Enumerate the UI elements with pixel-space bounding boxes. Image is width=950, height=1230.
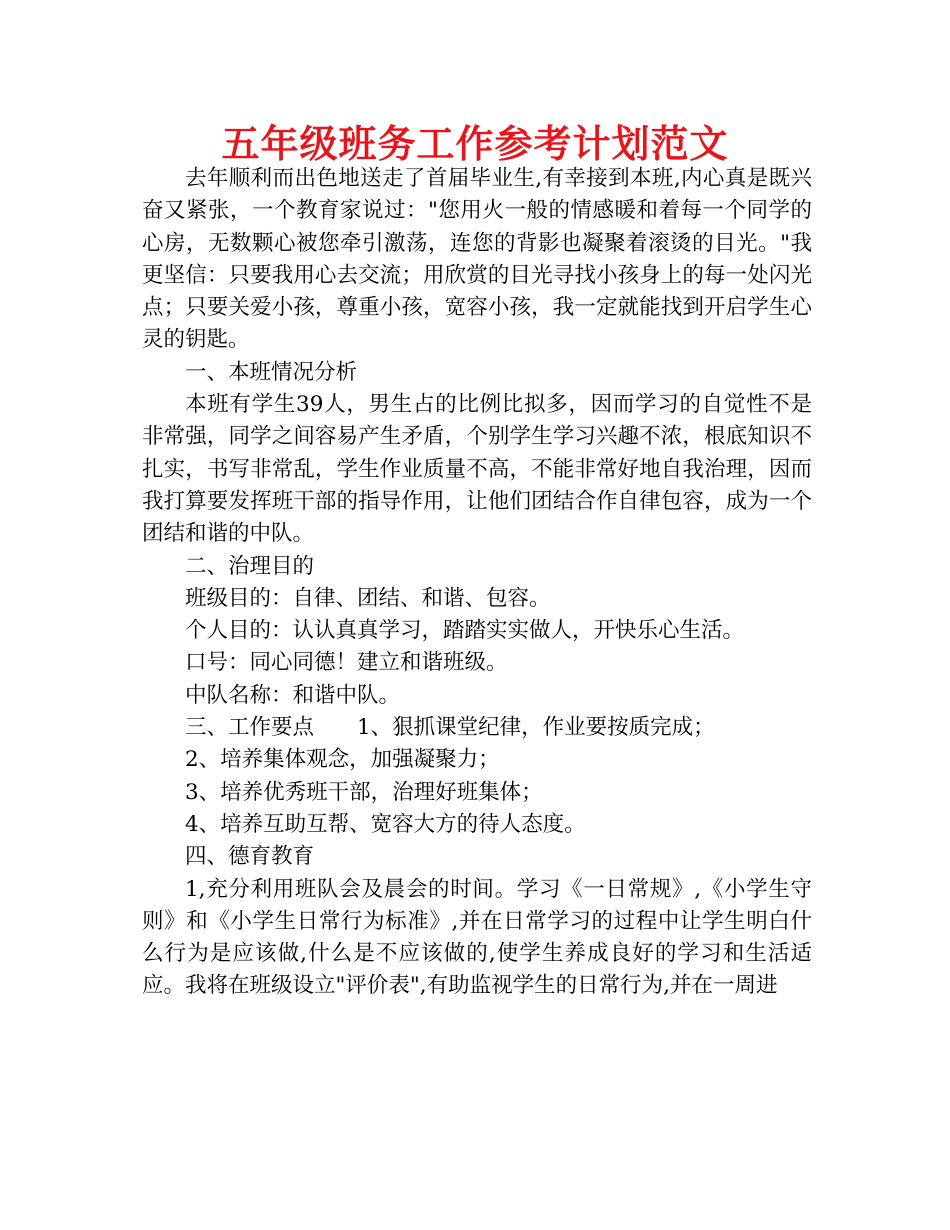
heading-moral-education: 四、德育教育 (185, 844, 315, 870)
paragraph-personal-goal: 个人目的：认认真真学习，踏踏实实做人，开快乐心生活。 (185, 618, 745, 644)
paragraph-class-goal: 班级目的：自律、团结、和谐、包容。 (185, 585, 551, 611)
document-body (142, 163, 812, 1003)
paragraph-intro: 去年顺利而出色地送走了首届毕业生,有幸接到本班,内心真是既兴奋又紧张，一个教育家说过："您用火一般的情感暖和着每一个同学的心房，无数颗心被您牵引激荡，连您的背影也凝聚着滚烫的目光。"我更坚信：只要我用心去交流；用欣赏的目光寻找小孩身上的每一处闪光点；只要关爱小孩，尊重小孩，宽容小孩，我一定就能找到开启学生心灵的钥匙。 (142, 166, 812, 353)
paragraph-moral-education-1: 1,充分利用班队会及晨会的时间。学习《一日常规》,《小学生守则》和《小学生日常行为标准》,并在日常学习的过程中让学生明白什么行为是应该做,什么是不应该做的,使学生养成良好的学习和生活适应。我将在班级设立"评价表",有助监视学生的日常行为,并在一周进 (142, 876, 812, 999)
paragraph-slogan: 口号：同心同德！建立和谐班级。 (185, 650, 508, 676)
heading-work-points: 三、工作要点 1、狠抓课堂纪律，作业要按质完成； (185, 715, 715, 741)
list-item-work-point-4: 4、培养互助互帮、宽容大方的待人态度。 (185, 811, 586, 837)
heading-management-goals: 二、治理目的 (185, 553, 315, 579)
list-item-work-point-3: 3、培养优秀班干部，治理好班集体； (185, 779, 543, 805)
paragraph-squad-name: 中队名称：和谐中队。 (185, 682, 401, 708)
paragraph-class-analysis: 本班有学生39人，男生占的比例比拟多，因而学习的自觉性不是非常强，同学之间容易产生矛盾，个别学生学习兴趣不浓，根底知识不扎实，书写非常乱，学生作业质量不高，不能非常好地自我治理，因而我打算要发挥班干部的指导作用，让他们团结合作自律包容，成为一个团结和谐的中队。 (142, 392, 812, 547)
list-item-work-point-2: 2、培养集体观念，加强凝聚力； (185, 747, 500, 773)
heading-class-analysis: 一、本班情况分析 (185, 359, 358, 385)
document-title: 五年级班务工作参考计划范文 (221, 122, 729, 166)
